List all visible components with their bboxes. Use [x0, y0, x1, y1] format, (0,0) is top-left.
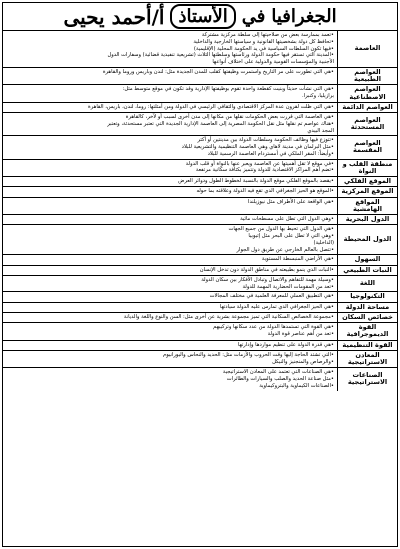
table-row [3, 276, 397, 293]
definitions-table [3, 31, 397, 546]
definition-line: •هي الصناعات التي تعتمد على المعادن الاستراتيجية [222, 369, 334, 376]
table-row [3, 187, 397, 197]
header-banner [3, 3, 397, 31]
definition-line: •والرصاص والمنجنيز والنيكل [272, 358, 334, 365]
row-term: النبات الطبيعي [337, 266, 397, 275]
table-row [3, 292, 397, 302]
connector-word: في [241, 6, 266, 27]
definition-line: •تعد من أهم عناصر قوة الدولة [267, 330, 334, 337]
definition-line: •وهي الدول التي تطل على مسطحات مائية [240, 216, 334, 222]
definition-line: •في موقع لا تقل أهميتها عن العاصمة ويعبر عنها بالنواة أو قلب الدولة [185, 160, 334, 167]
row-term: العواصم المقسمة [337, 136, 397, 158]
table-row [3, 177, 397, 187]
definition-line: •وأيضاً: المقر الملكي في أمستردام العاصمة الرسمية للبلاد [207, 150, 334, 157]
table-row [3, 341, 397, 351]
table-row [3, 198, 397, 216]
row-definition [3, 160, 337, 177]
row-definition [3, 187, 337, 196]
definition-line: •هي الحيز الجغرافي الذي تمارس عليه الدولة سيادتها [219, 303, 334, 310]
table-row [3, 351, 397, 369]
definition-line: •يقصد بالموقع الفلكي موقع الدولة بالنسبة لخطوط الطول ودوائر العرض [178, 178, 334, 184]
row-term: العواصم الطبيعية [337, 68, 397, 85]
row-definition [3, 276, 337, 292]
definition-line: •هي التي نشأت حديثاً وبنيت كقطعة واحدة تقوم بوظيفتها الإدارية وقد تكون في موقع متوسط مثل: [122, 86, 334, 93]
row-term: الدول المحيطة [337, 225, 397, 254]
definition-line: •فيها تكون السلطات السياسية في يد الحكومة المحلية (الإقليمية) [193, 45, 334, 52]
row-definition [3, 368, 337, 390]
definition-line: •مجموعة الخصائص السكانية التي تميز مجموعة بشرية عن أخرى مثل: السن والنوع واللغة والديانة [123, 313, 334, 320]
row-definition [3, 31, 337, 67]
table-row [3, 103, 397, 113]
table-row [3, 68, 397, 86]
definition-line: •هي قدرة الدولة على تنظيم مواردها وإدارتها [237, 341, 334, 348]
row-term: العواصم الدائمة [337, 103, 397, 112]
definition-line: •تضم أهم المراكز الاقتصادية للدولة وتتميز بكثافة سكانية مرتفعة [195, 167, 334, 174]
definition-line: •هناك عواصم تم نقلها مثل نقل الحكومة المصرية إلى العاصمة الإدارية الجديدة التي تعتبر مستحدثة، وتعتبر [107, 120, 334, 127]
definition-line: •هي التي تطورت على مر التاريخ واستمرت وظيفتها كقلب للمدن الجديدة مثل: لندن وباريس وروما والقاهرة [102, 68, 334, 75]
table-row [3, 136, 397, 159]
definition-line: •هي العاصمة التي قررت بعض الحكومات نقلها من مكانها إلى مدن أخرى لسبب أو لآخر، كالقاهرة [125, 114, 334, 120]
row-term: السهول [337, 255, 397, 264]
table-row [3, 266, 397, 276]
row-term: خصائص السكان [337, 313, 397, 322]
row-term: العاصمة [337, 31, 397, 67]
table-row [3, 303, 397, 313]
definition-line: •تعمد بممارسة بعض من صلاحيتها إلى سلطة مركزية مشتركة [201, 32, 334, 38]
table-row [3, 31, 397, 68]
definition-line: •تحافظ كل دولة بشخصيتها القانونية و سياستها الخارجية والداخلية [193, 38, 334, 45]
definition-line: •تعد من المقومات الحضارية المهمة للدولة [242, 283, 334, 290]
row-definition [3, 85, 337, 102]
definition-line: •هي القوة التي تستمدها الدولة من عدد سكانها وتركيبهم [213, 324, 334, 330]
row-term: القوة التنظيمية [337, 341, 397, 350]
row-term: التكنولوجيا [337, 292, 397, 301]
row-definition [3, 177, 337, 186]
definition-line: الأجنبية والمؤسسات القومية والدولية على اختلاف أنواعها [212, 59, 334, 65]
row-term: منطقة القلب و النواة [337, 160, 397, 177]
row-definition [3, 136, 337, 158]
table-row [3, 323, 397, 341]
row-term: المواقع الهامشية [337, 198, 397, 215]
definition-line: •هي الدول التي تحيط بها الدول من جميع الجهات [228, 226, 334, 233]
table-row [3, 255, 397, 265]
definition-line: برازيليا، وكنبرا. [302, 93, 334, 99]
definition-line: •وهي التي لا تطل على البحر مثل إثيوبيا [248, 233, 334, 239]
row-term: العواصم الاصطناعية [337, 85, 397, 102]
row-definition [3, 68, 337, 85]
row-definition [3, 323, 337, 340]
row-term: العواصم المستحدثة [337, 113, 397, 135]
row-term: المعادن الاستراتيجية [337, 351, 397, 368]
row-definition [3, 292, 337, 301]
row-definition [3, 313, 337, 322]
definition-line: •التي تشتد الحاجة إليها وقت الحروب والأزمات مثل: الحديد والنحاس واليورانيوم [163, 351, 334, 358]
table-row [3, 160, 397, 178]
subject-title: الجغرافيا [271, 6, 337, 27]
row-definition [3, 266, 337, 275]
definition-line: •مثل البرلمان في مدينة لاهاي وهي العاصمة التنظيمية والتشريعية للبلاد [181, 144, 334, 150]
table-row [3, 313, 397, 323]
definition-line: •الصناعات الكيماوية والبتروكيماوية [259, 382, 334, 389]
table-row [3, 215, 397, 225]
definition-line: •هي الواقعة على الأطراف مثل نيوزيلندا [248, 198, 334, 205]
teacher-logo: الأستاذ [170, 4, 235, 29]
row-definition [3, 215, 337, 224]
definition-line: •وسيلة مهمة للتفاهم والاتصال وتبادل الأفكار بين سكان الدولة [201, 276, 334, 283]
row-term: الدول البحرية [337, 215, 397, 224]
worksheet [2, 2, 398, 547]
table-row [3, 225, 397, 255]
table-row [3, 368, 397, 390]
definition-line: المجد البيدي [307, 127, 334, 134]
definition-line: (الداخلية) [313, 239, 334, 246]
definition-line: •مثل صناعة الحديد والصلب والسيارات والطائرات [226, 376, 334, 382]
row-term: الصناعات الاستراتيجية [337, 368, 397, 390]
row-definition [3, 113, 337, 135]
row-term: مساحة الدولة [337, 303, 397, 312]
definition-line: •الموقع هو الحيز الجغرافي الذي تقع فيه الدولة وعلاقته بما حوله [196, 188, 334, 195]
definition-line: •النبات الذي ينمو بطبيعته في مناطق الدولة دون تدخل الإنسان [199, 266, 334, 273]
row-definition [3, 255, 337, 264]
row-definition [3, 103, 337, 112]
row-definition [3, 341, 337, 350]
table-row [3, 85, 397, 103]
row-definition [3, 225, 337, 254]
row-definition [3, 351, 337, 368]
row-definition [3, 303, 337, 312]
row-definition [3, 198, 337, 215]
row-term: اللغة [337, 276, 397, 292]
definition-line: •هي التطبيق العملي للمعرفة العلمية في مختلف المجالات [209, 293, 334, 300]
row-term: الموقع الفلكي [337, 177, 397, 186]
definition-line: •تتصل بالعالم الخارجي عن طريق دول الجوار [236, 246, 334, 253]
definition-line: •المدينة التي تستقر فيها حكومة الدولة ورئاستها وسلطتها الثلاث (تشريعية تنفيذية قضائية) وسفارات الدول [107, 52, 334, 59]
definition-line: •تتوزع فيها وظائف الحكومة وسلطات الدولة بين مدينتين أو أكثر [197, 137, 334, 144]
table-row [3, 113, 397, 136]
row-term: الموقع المركزية [337, 187, 397, 196]
teacher-name: أ/أحمد يحيى [63, 4, 165, 29]
definition-line: •هي الأراضي المنبسطة المستوية [261, 256, 334, 263]
definition-line: •هي التي ظلت لقرون عدة المركز الاقتصادي والثقافي الرئيسي في الدولة ومن أمثلتها: روما، لندن، باريس، القاهرة [88, 103, 334, 110]
row-term: القوة الديموجرافية [337, 323, 397, 340]
